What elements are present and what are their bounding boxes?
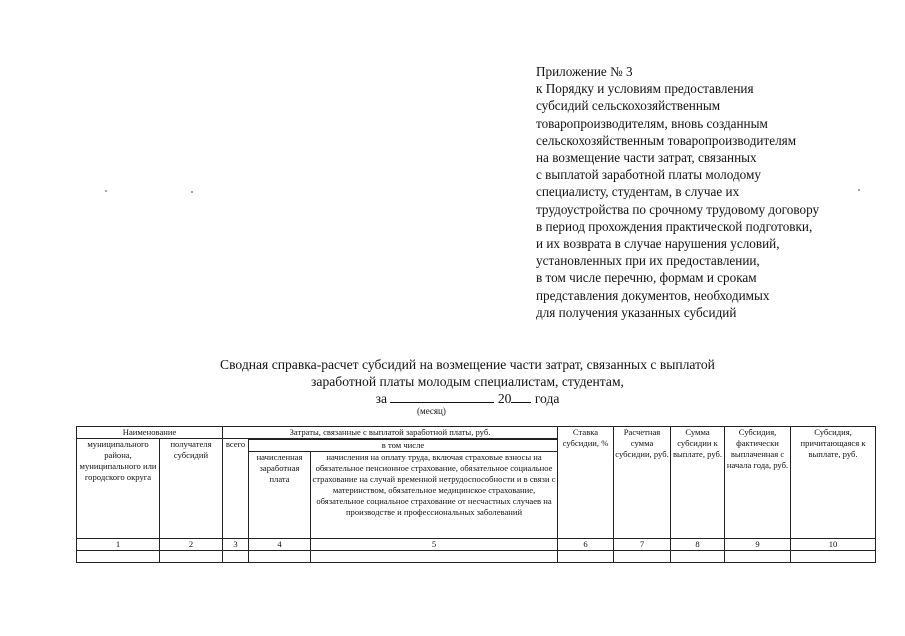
col-number: 10 — [791, 539, 876, 551]
header-row-1 — [77, 427, 876, 439]
appendix-line: на возмещение части затрат, связанных — [536, 150, 757, 166]
appendix-header — [536, 63, 896, 321]
title-line-2: заработной платы молодым специалистам, студентам, — [311, 374, 624, 390]
appendix-line: Приложение № 3 — [536, 64, 633, 79]
appendix-line: в период прохождения практической подготовки, — [536, 218, 813, 234]
header-paid-ytd: Субсидия, фактически выплаченная с начала года, руб. — [725, 427, 791, 539]
table-row — [77, 551, 876, 563]
col-number: 1 — [77, 539, 160, 551]
appendix-line: субсидий сельскохозяйственным — [536, 98, 721, 114]
period-suffix: года — [534, 391, 560, 406]
col-number: 9 — [725, 539, 791, 551]
appendix-line: к Порядку и условиям предоставления — [536, 81, 754, 97]
col-number: 2 — [160, 539, 223, 551]
table-cell[interactable] — [614, 551, 671, 563]
period-prefix: за — [375, 391, 387, 406]
col-number: 4 — [249, 539, 311, 551]
header-calc-amount: Расчетная сумма субсидии, руб. — [614, 427, 671, 539]
month-hint: (месяц) — [417, 406, 446, 416]
year-blank-field[interactable] — [511, 390, 531, 403]
table-cell[interactable] — [558, 551, 614, 563]
table-cell[interactable] — [671, 551, 725, 563]
header-due: Субсидия, причитающаяся к выплате, руб. — [791, 427, 876, 539]
col-number: 3 — [223, 539, 249, 551]
period-year: 20 — [497, 391, 512, 406]
document-title — [0, 356, 905, 390]
header-payout-amount: Сумма субсидии к выплате, руб. — [671, 427, 725, 539]
table-cell[interactable] — [223, 551, 249, 563]
appendix-line: в том числе перечню, формам и срокам — [536, 270, 757, 286]
title-line-1: Сводная справка-расчет субсидий на возмещение части затрат, связанных с выплатой — [220, 357, 715, 372]
col-number: 5 — [311, 539, 558, 551]
table-cell[interactable] — [725, 551, 791, 563]
appendix-line: с выплатой заработной платы молодому — [536, 167, 761, 183]
col-number: 6 — [558, 539, 614, 551]
appendix-line: трудоустройства по срочному трудовому договору — [536, 201, 820, 217]
scan-speck — [105, 190, 107, 192]
col-number: 7 — [614, 539, 671, 551]
appendix-line: товаропроизводителям, вновь созданным — [536, 115, 768, 131]
month-blank-field[interactable] — [390, 390, 494, 403]
period-line — [0, 390, 905, 407]
appendix-line: сельскохозяйственным товаропроизводителям — [536, 132, 797, 148]
header-including: в том числе — [249, 440, 558, 452]
appendix-line: представления документов, необходимых — [536, 287, 770, 303]
header-municipality: муниципального района, муниципального или городского округа — [77, 439, 160, 539]
scan-speck — [858, 189, 860, 191]
header-total: всего — [223, 439, 249, 539]
table-cell[interactable] — [311, 551, 558, 563]
appendix-line: и их возврата в случае нарушения условий, — [536, 236, 780, 252]
header-accrued-salary: начисленная заработная плата — [249, 452, 311, 539]
header-rate: Ставка субсидии, % — [558, 427, 614, 539]
appendix-line: установленных при их предоставлении, — [536, 253, 760, 269]
appendix-line: для получения указанных субсидий — [536, 304, 737, 320]
table-cell[interactable] — [160, 551, 223, 563]
appendix-line: специалисту, студентам, в случае их — [536, 184, 740, 200]
table-cell[interactable] — [249, 551, 311, 563]
scan-speck — [191, 191, 193, 193]
col-number: 8 — [671, 539, 725, 551]
subsidy-table — [76, 426, 876, 563]
table-cell[interactable] — [77, 551, 160, 563]
header-name: Наименование — [77, 427, 223, 439]
header-recipient: получателя субсидий — [160, 439, 223, 539]
table-cell[interactable] — [791, 551, 876, 563]
column-number-row — [77, 539, 876, 551]
header-costs: Затраты, связанные с выплатой заработной платы, руб. — [223, 427, 558, 439]
header-contributions: начисления на оплату труда, включая страховые взносы на обязательное пенсионное страхование, обязательное социальное страхование на случай временной нетрудоспособности и в связи с материнством, обязательное медицинское страхование, обязательное социальное страхование от несчастных случаев на производстве и профессиональных заболеваний — [311, 452, 558, 539]
